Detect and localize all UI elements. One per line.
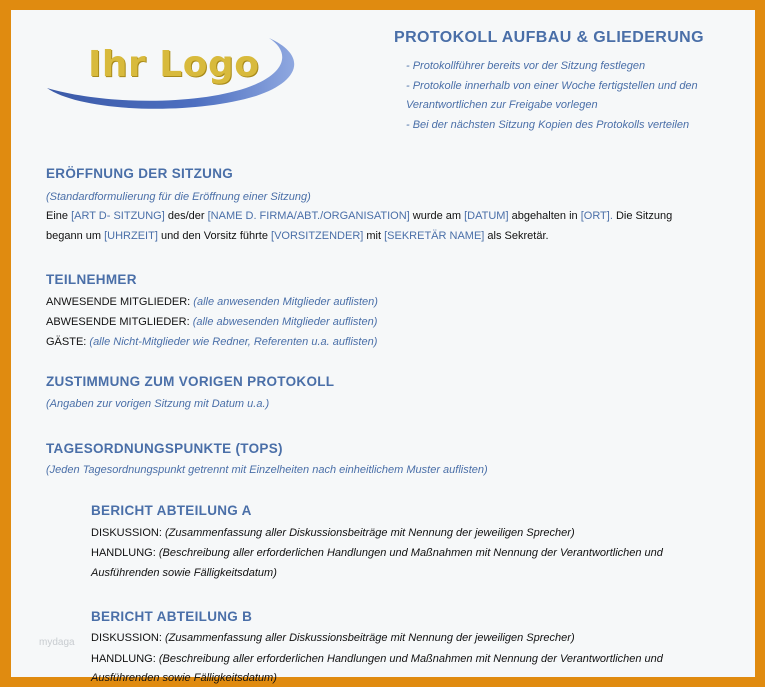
hint-eroeffnung: (Standardformulierung für die Eröffnung einer Sitzung) <box>46 191 311 203</box>
header-bullet: - Protokollführer bereits vor der Sitzung festlegen <box>406 60 646 72</box>
watermark: mydaga <box>39 637 75 648</box>
company-logo <box>41 30 301 120</box>
eroeffnung-line-2: begann um [UHRZEIT] und den Vorsitz führte [VORSITZENDER] mit [SEKRETÄR NAME] als Sekretär. <box>46 230 549 242</box>
placeholder-art: [ART D- SITZUNG] <box>71 210 165 222</box>
section-title-zustimmung: ZUSTIMMUNG ZUM VORIGEN PROTOKOLL <box>46 374 335 389</box>
section-title-eroeffnung: ERÖFFNUNG DER SITZUNG <box>46 166 234 181</box>
placeholder-vorsitzender: [VORSITZENDER] <box>271 230 364 242</box>
header-bullet: - Bei der nächsten Sitzung Kopien des Protokolls verteilen <box>406 118 690 131</box>
header-bullets <box>406 57 746 135</box>
placeholder-name: [NAME D. FIRMA/ABT./ORGANISATION] <box>207 210 410 222</box>
bericht-a-handlung-cont: Ausführenden sowie Fälligkeitsdatum) <box>91 567 277 579</box>
bericht-b-handlung-cont: Ausführenden sowie Fälligkeitsdatum) <box>91 672 277 684</box>
eroeffnung-line-1: Eine [ART D- SITZUNG] des/der [NAME D. FIRMA/ABT./ORGANISATION] wurde am [DATUM] abgehalten in [ORT]. Die Sitzung <box>46 210 673 222</box>
teilnehmer-row: ABWESENDE MITGLIEDER: (alle abwesenden Mitglieder auflisten) <box>46 316 378 328</box>
placeholder-sekretaer: [SEKRETÄR NAME] <box>384 230 485 242</box>
header-bullet: Verantwortlichen zur Freigabe vorlegen <box>406 99 598 111</box>
header-bullet: - Protokolle innerhalb von einer Woche fertigstellen und den <box>406 79 698 92</box>
section-title-teilnehmer: TEILNEHMER <box>46 272 137 287</box>
placeholder-datum: [DATUM] <box>464 210 509 222</box>
bericht-a-handlung: HANDLUNG: (Beschreibung aller erforderlichen Handlungen und Maßnahmen mit Nennung der Verantwortlichen und <box>91 547 663 559</box>
document-page <box>11 10 755 684</box>
hint-tops: (Jeden Tagesordnungspunkt getrennt mit Einzelheiten nach einheitlichem Muster auflisten) <box>46 464 488 476</box>
section-title-tops: TAGESORDNUNGSPUNKTE (TOPS) <box>46 441 283 456</box>
section-title-bericht-b: BERICHT ABTEILUNG B <box>91 609 253 624</box>
logo-text: Ihr Logo <box>88 44 260 85</box>
page-title: PROTOKOLL AUFBAU & GLIEDERUNG <box>394 29 704 46</box>
teilnehmer-row: ANWESENDE MITGLIEDER: (alle anwesenden Mitglieder auflisten) <box>46 296 378 308</box>
placeholder-uhrzeit: [UHRZEIT] <box>104 230 158 242</box>
bericht-a-diskussion: DISKUSSION: (Zusammenfassung aller Diskussionsbeiträge mit Nennung der jeweiligen Sprecher) <box>91 527 575 539</box>
bericht-b-handlung: HANDLUNG: (Beschreibung aller erforderlichen Handlungen und Maßnahmen mit Nennung der Verantwortlichen und <box>91 653 663 665</box>
hint-zustimmung: (Angaben zur vorigen Sitzung mit Datum u.a.) <box>46 398 270 410</box>
teilnehmer-row: GÄSTE: (alle Nicht-Mitglieder wie Redner, Referenten u.a. auflisten) <box>46 336 378 348</box>
bericht-b-diskussion: DISKUSSION: (Zusammenfassung aller Diskussionsbeiträge mit Nennung der jeweiligen Sprecher) <box>91 632 575 644</box>
placeholder-ort: [ORT]. <box>580 210 613 222</box>
section-title-bericht-a: BERICHT ABTEILUNG A <box>91 503 252 518</box>
